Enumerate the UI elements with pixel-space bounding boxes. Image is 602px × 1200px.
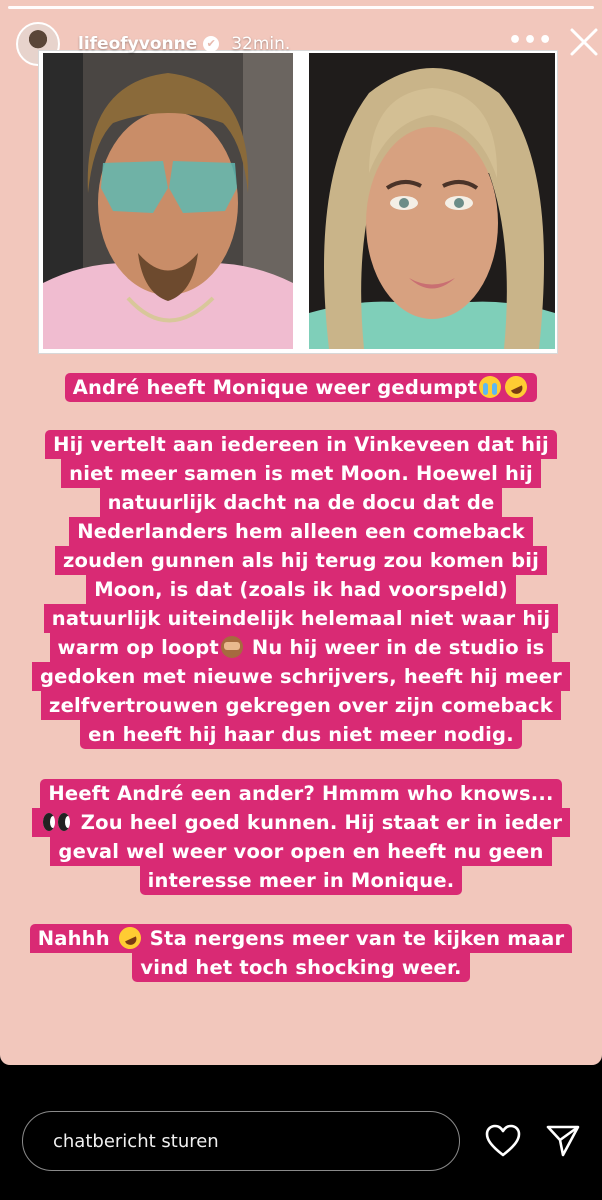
story-progress-bar (8, 6, 594, 9)
verified-badge-icon: ✔ (203, 36, 219, 52)
caption-line (32, 808, 570, 837)
caption-line (86, 575, 516, 604)
caption-text: Heeft André een ander? Hmmm who knows... (48, 782, 554, 805)
caption-text: Nu hij weer in de studio is (244, 636, 545, 659)
eyes-emoji-icon (42, 811, 72, 833)
username[interactable]: lifeofyvonne (78, 34, 198, 54)
caption-text: geval wel weer voor open en heeft nu geen (58, 840, 544, 863)
caption-text: natuurlijk dacht na de docu dat de (107, 491, 495, 514)
send-icon[interactable] (544, 1123, 582, 1159)
rofl-emoji-icon (502, 372, 531, 401)
caption-line (65, 373, 538, 402)
message-input[interactable] (22, 1111, 460, 1171)
caption-line (100, 488, 503, 517)
caption-text: natuurlijk uiteindelijk helemaal niet waar hij (51, 607, 551, 630)
photo-man-sunglasses (43, 53, 293, 349)
caption-line (80, 720, 522, 749)
caption-text: zelfvertrouwen gekregen over zijn comeback (49, 694, 553, 717)
caption-text: Zou heel goed kunnen. Hij staat er in ieder (73, 811, 563, 834)
caption-paragraph-3 (0, 924, 602, 982)
caption-line (41, 691, 561, 720)
caption-text: gedoken met nieuwe schrijvers, heeft hij meer (40, 665, 562, 688)
caption-paragraph-2 (0, 779, 602, 895)
caption-line (45, 430, 557, 459)
rofl-emoji-icon (115, 923, 144, 952)
caption-text: André heeft Monique weer gedumpt (72, 376, 478, 399)
caption-text: vind het toch shocking weer. (140, 956, 462, 979)
post-time: 32min. (231, 34, 291, 54)
heart-icon[interactable] (484, 1123, 522, 1159)
caption-text: Sta nergens meer van te kijken maar (142, 927, 565, 950)
caption-line (55, 546, 547, 575)
caption-text: en heeft hij haar dus niet meer nodig. (88, 723, 514, 746)
caption-line (44, 604, 558, 633)
caption-paragraph-1 (0, 430, 602, 749)
caption-line (132, 953, 469, 982)
more-options-icon[interactable]: ••• (508, 28, 554, 53)
caption-text: niet meer samen is met Moon. Hoewel hij (69, 462, 533, 485)
caption-text: Moon, is dat (zoals ik had voorspeld) (94, 578, 508, 601)
close-icon[interactable] (564, 22, 602, 62)
caption-line (30, 924, 573, 953)
caption-line (69, 517, 533, 546)
monkey-emoji-icon (221, 636, 243, 658)
caption-line (32, 662, 570, 691)
caption-text: interesse meer in Monique. (147, 869, 455, 892)
caption-text: zouden gunnen als hij terug zou komen bij (62, 549, 540, 572)
cry-emoji-icon (479, 376, 501, 398)
caption-title (0, 373, 602, 402)
caption-line (50, 633, 553, 662)
photo-collage (38, 50, 558, 354)
caption-text: Hij vertelt aan iedereen in Vinkeveen dat hij (53, 433, 549, 456)
caption-text: warm op loopt (57, 636, 219, 659)
caption-line (50, 837, 551, 866)
caption-line (40, 779, 561, 808)
photo-woman-blonde (309, 53, 555, 349)
caption-text: Nederlanders hem alleen een comeback (77, 520, 525, 543)
caption-line (61, 459, 541, 488)
caption-text: Nahhh (37, 927, 117, 950)
caption-line (140, 866, 463, 895)
reply-bar (0, 1065, 602, 1200)
